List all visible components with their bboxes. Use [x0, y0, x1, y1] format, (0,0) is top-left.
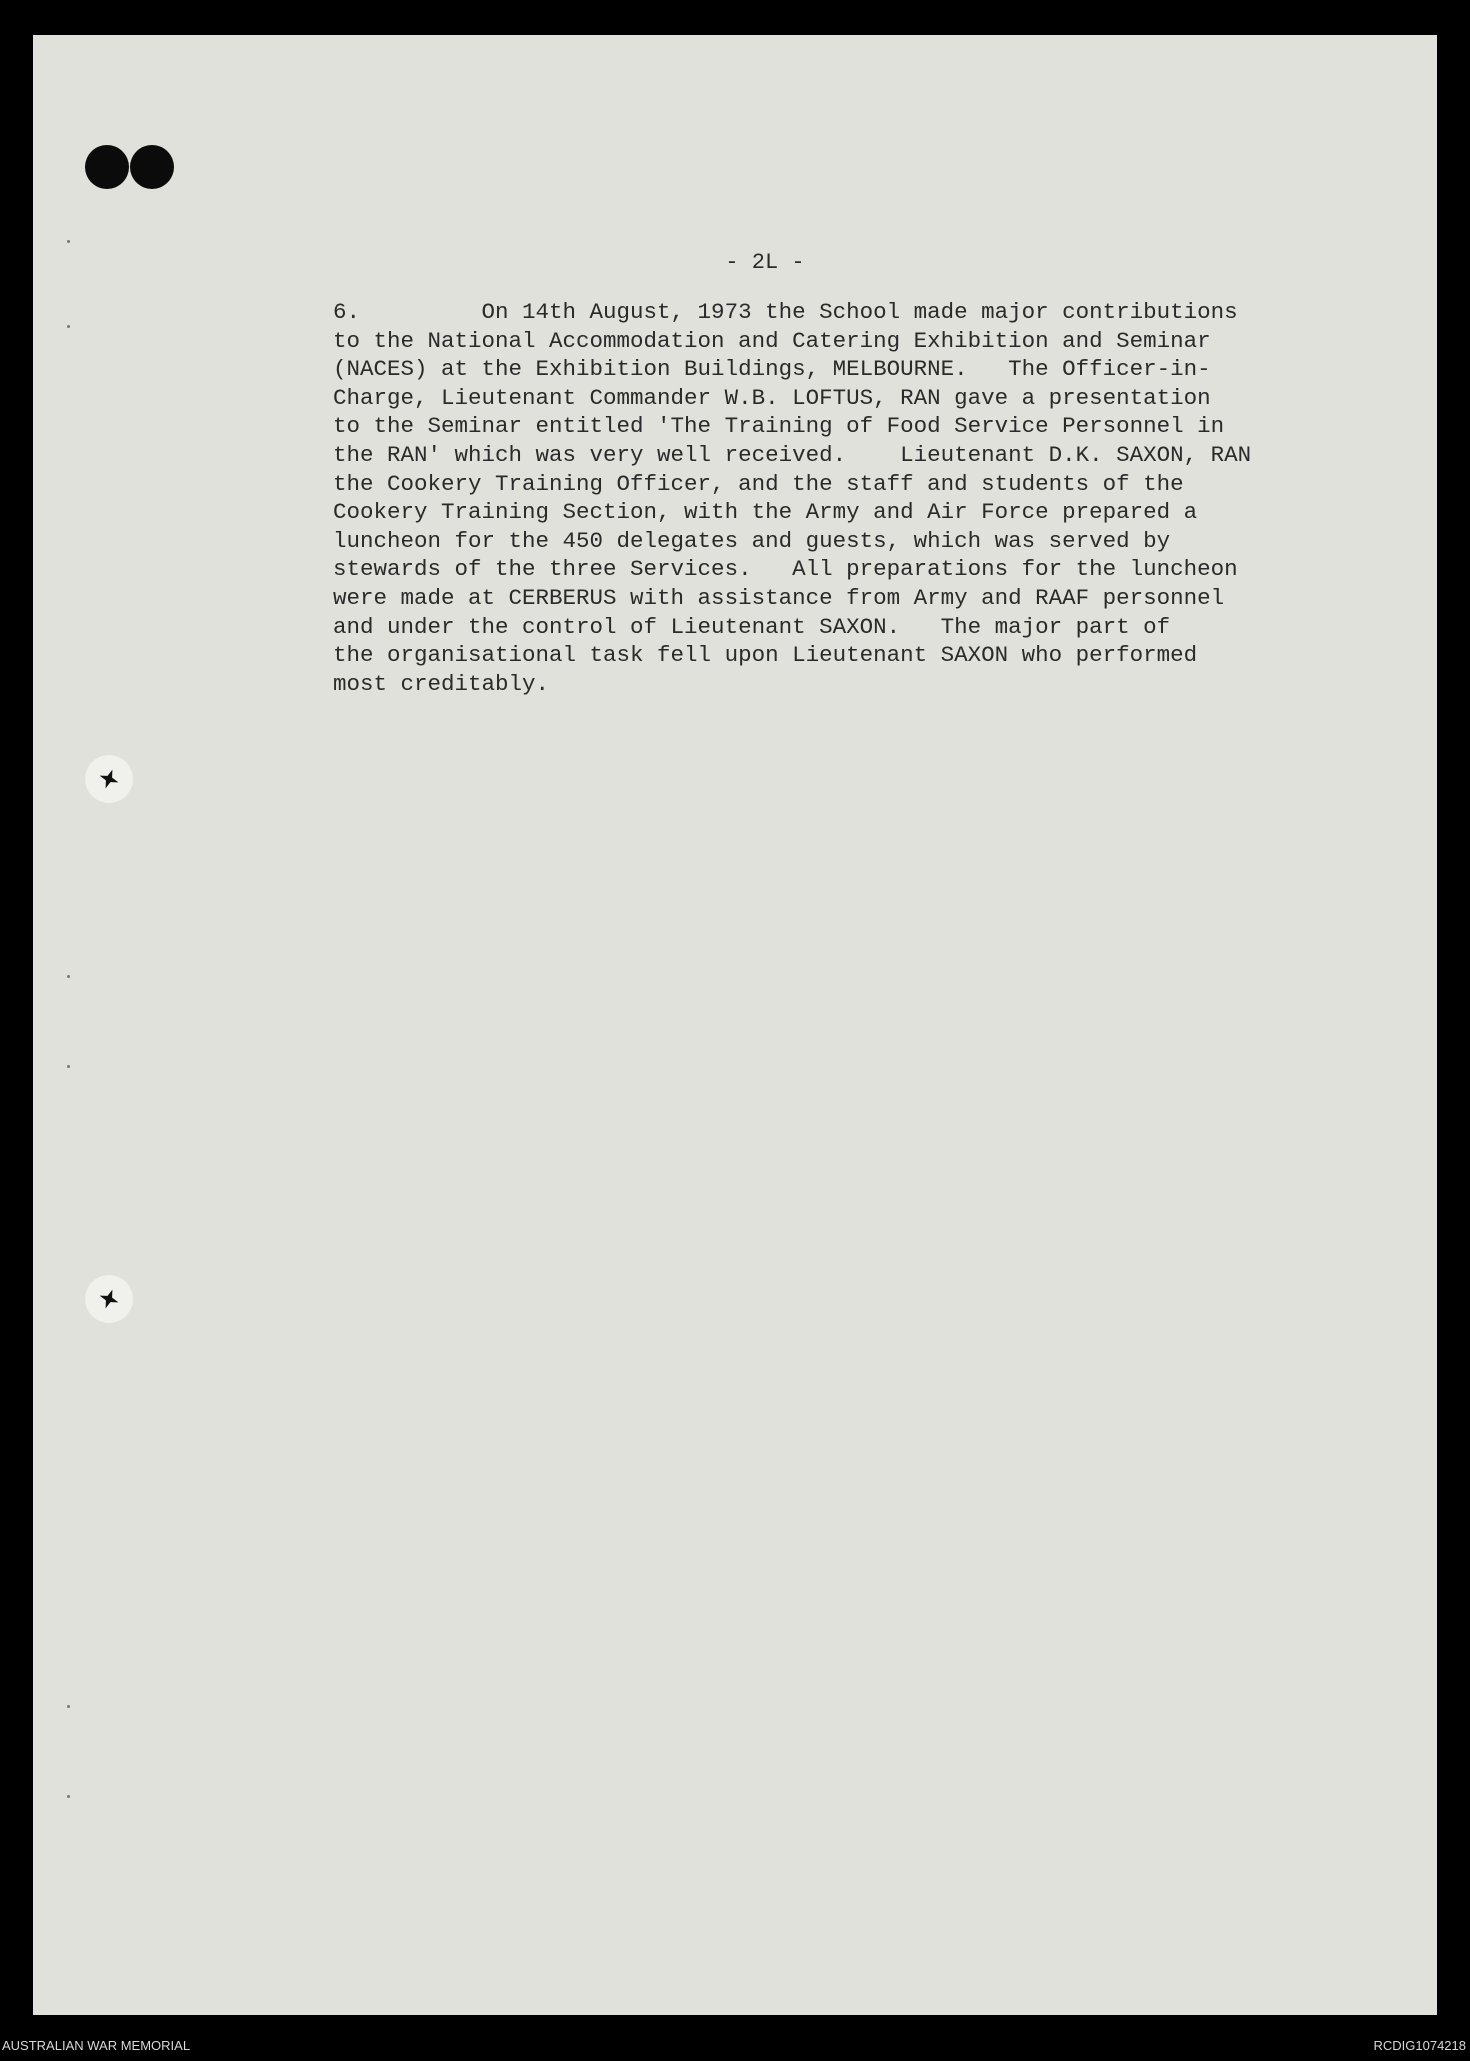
record-id: RCDIG1074218: [1373, 2038, 1466, 2053]
paragraph-line: and under the control of Lieutenant SAXON. The major part of: [333, 613, 1171, 640]
paper-speck: [67, 1795, 70, 1798]
punch-hole-right: [130, 145, 174, 189]
paper-speck: [67, 325, 70, 328]
paper-speck: [67, 1705, 70, 1708]
paragraph-line: were made at CERBERUS with assistance from Army and RAAF personnel: [333, 584, 1225, 611]
page-number: - 2L -: [725, 250, 805, 275]
archive-credit: AUSTRALIAN WAR MEMORIAL: [2, 2038, 191, 2053]
paragraph-line: luncheon for the 450 delegates and guests, which was served by: [333, 527, 1171, 554]
paragraph-line: Cookery Training Section, with the Army and Air Force prepared a: [333, 499, 1198, 526]
paragraph-6: [333, 298, 1333, 698]
paragraph-line: to the National Accommodation and Catering Exhibition and Seminar: [333, 327, 1211, 354]
torn-binding-hole-upper: [85, 755, 133, 803]
paragraph-line: to the Seminar entitled 'The Training of Food Service Personnel in: [333, 413, 1225, 440]
paragraph-line: most creditably.: [333, 670, 550, 697]
paragraph-line: Charge, Lieutenant Commander W.B. LOFTUS, RAN gave a presentation: [333, 384, 1211, 411]
document-page: [33, 35, 1437, 2015]
paper-speck: [67, 975, 70, 978]
paper-speck: [67, 240, 70, 243]
paragraph-line: the Cookery Training Officer, and the staff and students of the: [333, 470, 1184, 497]
paragraph-line: the RAN' which was very well received. Lieutenant D.K. SAXON, RAN: [333, 441, 1252, 468]
paragraph-line: (NACES) at the Exhibition Buildings, MELBOURNE. The Officer-in-: [333, 356, 1211, 383]
torn-binding-hole-lower: [85, 1275, 133, 1323]
paragraph-line: the organisational task fell upon Lieutenant SAXON who performed: [333, 642, 1198, 669]
punch-hole-left: [85, 145, 129, 189]
paragraph-line: 6. On 14th August, 1973 the School made major contributions: [333, 299, 1238, 325]
paper-speck: [67, 1065, 70, 1068]
paragraph-line: stewards of the three Services. All preparations for the luncheon: [333, 556, 1238, 583]
